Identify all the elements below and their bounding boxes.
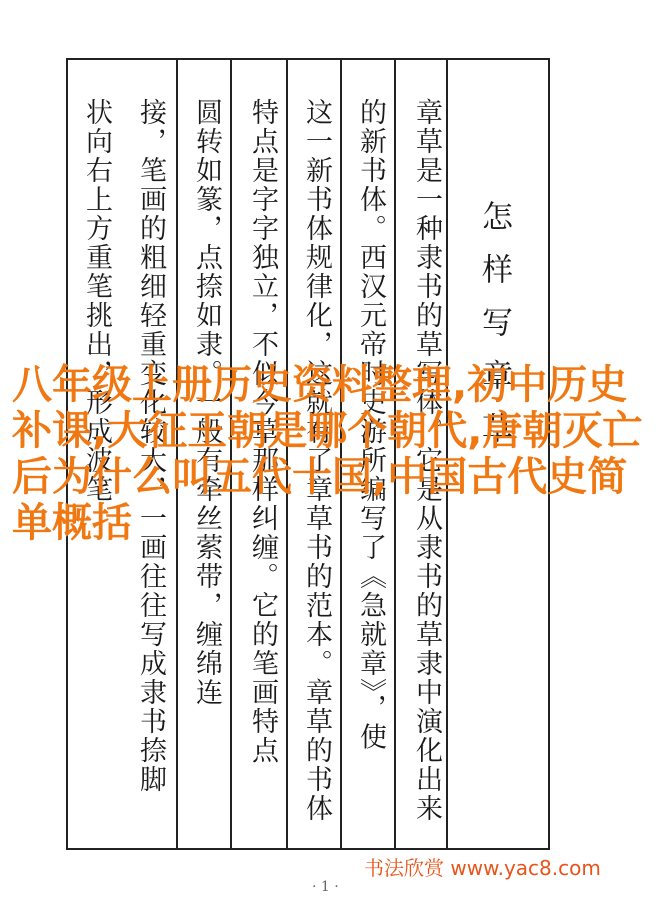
text-column-6: 接，笔画的粗细轻重变化较大，一画往往写成隶书捺脚 — [135, 98, 166, 794]
text-column-7: 状向右上方重笔挑出，形成波笔 — [81, 98, 112, 504]
watermark: 书法欣赏 www.yac8.com — [364, 856, 601, 880]
text-column-4: 特点是字字独立，不似今草那样纠缠。它的笔画特点 — [247, 98, 278, 765]
page-title: 怎样写章草 — [476, 200, 512, 465]
page-number: · 1 · — [312, 879, 339, 895]
text-column-2: 的新书体。西汉元帝时史游所编写了《急就章》，使 — [355, 98, 386, 752]
text-column-1: 章草是一种隶书的草写体。它是从隶书的草隶中演化出来 — [411, 98, 442, 823]
text-column-5: 圆转如篆，点捺如隶。一般有牵丝萦带，缠绵连 — [191, 98, 222, 707]
overlay-headline: 八年级上册历史资料整理,初中历史补课,大征王朝是哪个朝代,唐朝灭亡后为什么叫五代十国,中国古代史简单概括 — [12, 362, 643, 546]
text-column-3: 这一新书体规律化，这就有了章草书的范本。章草的书体 — [301, 98, 332, 823]
